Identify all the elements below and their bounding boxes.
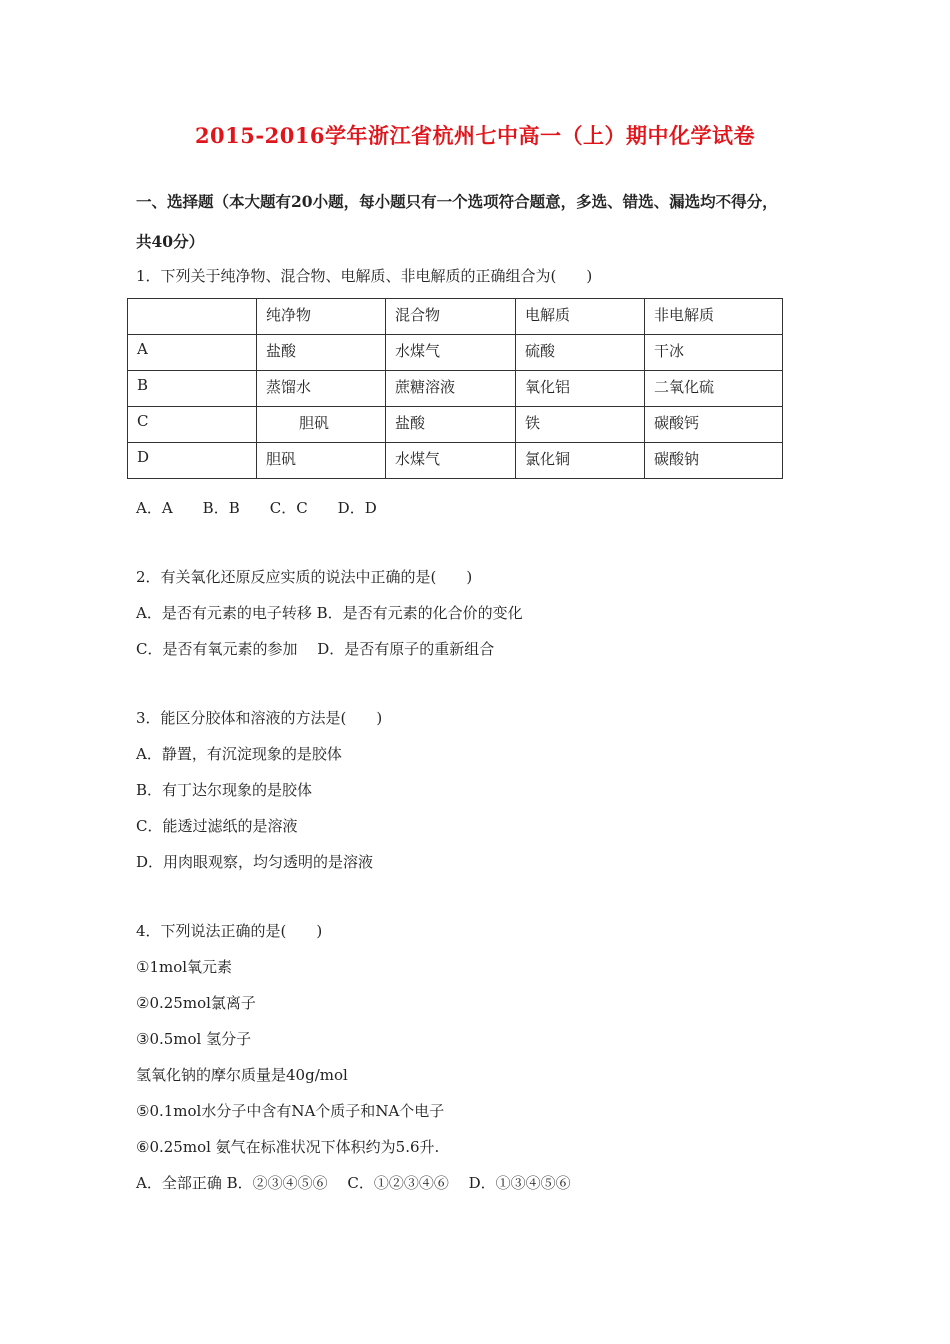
- table-cell: A: [128, 335, 257, 371]
- table-cell: 铁: [516, 407, 645, 443]
- q4-statement-4: 氢氧化钠的摩尔质量是40g/mol: [136, 1066, 348, 1084]
- table-cell: B: [128, 371, 257, 407]
- table-cell: D: [128, 443, 257, 479]
- table-header-cell: 非电解质: [645, 299, 783, 335]
- q4-stem: 4．下列说法正确的是( ): [136, 922, 323, 940]
- q4-statement-5: ⑤0.1mol水分子中含有NA个质子和NA个电子: [136, 1102, 445, 1120]
- table-row: [128, 371, 783, 407]
- table-row: [128, 407, 783, 443]
- q3-option-d: D．用肉眼观察，均匀透明的是溶液: [136, 853, 374, 871]
- q2-options-ab: A．是否有元素的电子转移 B．是否有元素的化合价的变化: [136, 604, 523, 622]
- table-cell: C: [128, 407, 257, 443]
- table-cell: 胆矾: [257, 407, 386, 443]
- q2-stem: 2．有关氧化还原反应实质的说法中正确的是( ): [136, 568, 473, 586]
- table-row: [128, 335, 783, 371]
- q4-statement-6: ⑥0.25mol 氨气在标准状况下体积约为5.6升.: [136, 1138, 440, 1156]
- q1-table: [127, 298, 783, 479]
- table-cell: 蔗糖溶液: [386, 371, 516, 407]
- table-cell: 氧化铝: [516, 371, 645, 407]
- table-cell: 水煤气: [386, 443, 516, 479]
- table-cell: 硫酸: [516, 335, 645, 371]
- table-header-cell: 混合物: [386, 299, 516, 335]
- q2-options-cd: C．是否有氧元素的参加 D．是否有原子的重新组合: [136, 640, 495, 658]
- exam-title: 2015-2016学年浙江省杭州七中高一（上）期中化学试卷: [194, 123, 756, 148]
- table-header-cell: 纯净物: [257, 299, 386, 335]
- q4-statement-1: ①1mol氧元素: [136, 958, 233, 976]
- section-heading-line1: 一、选择题（本大题有20小题，每小题只有一个选项符合题意，多选、错选、漏选均不得分，: [136, 192, 778, 211]
- table-cell: 二氧化硫: [645, 371, 783, 407]
- table-cell: 干冰: [645, 335, 783, 371]
- table-cell: 盐酸: [257, 335, 386, 371]
- q3-option-a: A．静置，有沉淀现象的是胶体: [136, 745, 342, 763]
- section-heading-line2: 共40分）: [136, 232, 205, 251]
- table-cell: 碳酸钠: [645, 443, 783, 479]
- table-cell: 蒸馏水: [257, 371, 386, 407]
- q4-statement-3: ③0.5mol 氢分子: [136, 1030, 252, 1048]
- table-row: [128, 443, 783, 479]
- q3-stem: 3．能区分胶体和溶液的方法是( ): [136, 709, 383, 727]
- table-header-cell: 电解质: [516, 299, 645, 335]
- q3-option-c: C．能透过滤纸的是溶液: [136, 817, 298, 835]
- q4-statement-2: ②0.25mol氯离子: [136, 994, 256, 1012]
- table-cell: 胆矾: [257, 443, 386, 479]
- table-cell: [128, 299, 257, 335]
- table-header-row: [128, 299, 783, 335]
- table-cell: 碳酸钙: [645, 407, 783, 443]
- table-cell: 盐酸: [386, 407, 516, 443]
- table-cell: 氯化铜: [516, 443, 645, 479]
- q4-options: A．全部正确 B．②③④⑤⑥ C．①②③④⑥ D．①③④⑤⑥: [136, 1174, 571, 1192]
- q1-stem: 1．下列关于纯净物、混合物、电解质、非电解质的正确组合为( ): [136, 267, 593, 285]
- q1-options: A．A B．B C．C D．D: [136, 499, 377, 517]
- table-cell: 水煤气: [386, 335, 516, 371]
- q3-option-b: B．有丁达尔现象的是胶体: [136, 781, 313, 799]
